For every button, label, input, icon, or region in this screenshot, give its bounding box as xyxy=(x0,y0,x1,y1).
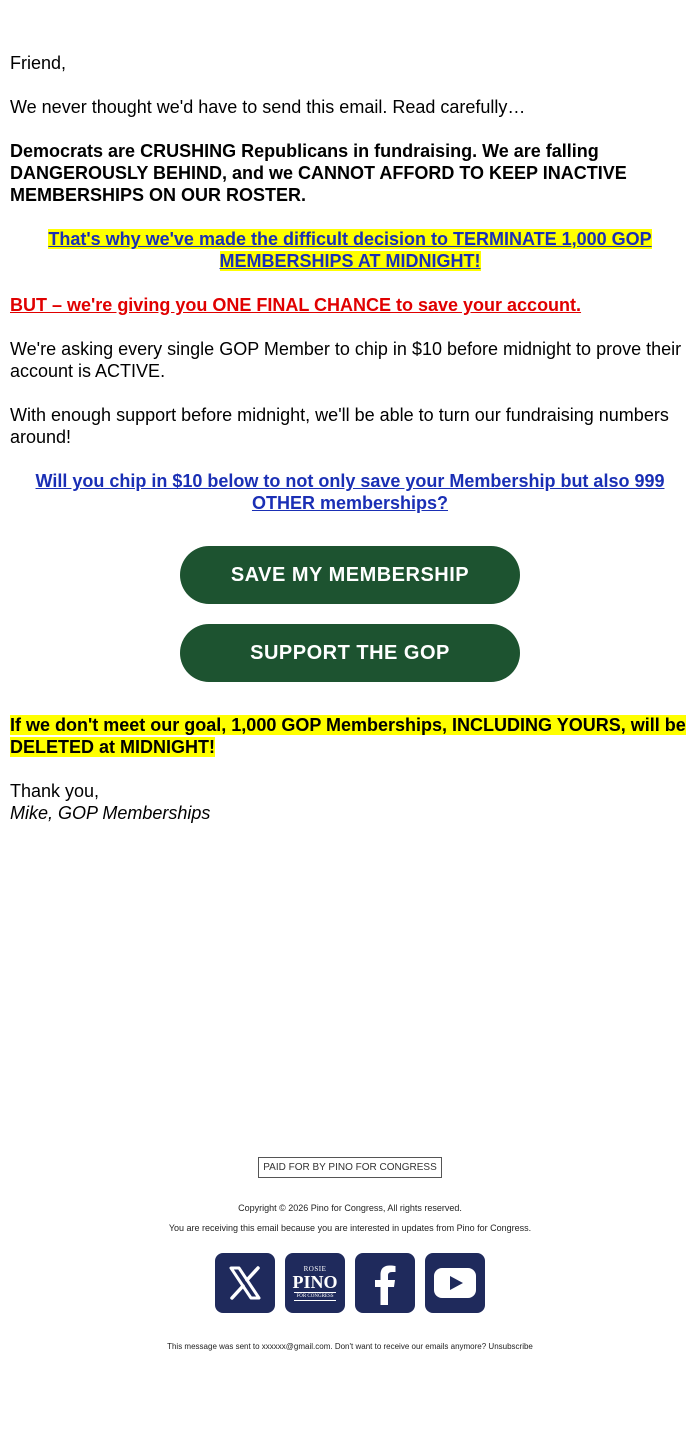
greeting: Friend, xyxy=(10,53,67,73)
warning-text: Democrats are CRUSHING Republicans in fundraising. We are falling DANGEROUSLY BEHIND, and we CANNOT AFFORD TO KEEP INACTIVE MEMBERSHIPS ON OUR ROSTER. xyxy=(10,141,627,205)
support-gop-button[interactable]: SUPPORT THE GOP xyxy=(180,624,520,682)
final-chance-link[interactable]: BUT – we're giving you ONE FINAL CHANCE to save your account. xyxy=(10,295,582,315)
signature: Mike, GOP Memberships xyxy=(10,803,211,823)
support-text: With enough support before midnight, we'll be able to turn our fundraising numbers around! xyxy=(10,405,669,447)
pino-site-link[interactable] xyxy=(285,1253,345,1313)
ask-text: We're asking every single GOP Member to chip in $10 before midnight to prove their account is ACTIVE. xyxy=(10,339,682,381)
copyright-text: Copyright © 2026 Pino for Congress, All rights reserved. xyxy=(238,1203,462,1213)
intro-text: We never thought we'd have to send this email. Read carefully… xyxy=(10,97,526,117)
facebook-icon xyxy=(365,1261,405,1305)
paid-for-disclaimer: PAID FOR BY PINO FOR CONGRESS xyxy=(258,1157,442,1178)
save-membership-button[interactable]: SAVE MY MEMBERSHIP xyxy=(180,546,520,604)
deadline-text xyxy=(10,714,694,758)
terminate-link-label: That's why we've made the difficult decision to TERMINATE 1,000 GOP MEMBERSHIPS AT MIDNIGHT! xyxy=(48,229,652,271)
x-link[interactable] xyxy=(215,1253,275,1313)
deadline-label: If we don't meet our goal, 1,000 GOP Memberships, INCLUDING YOURS, will be DELETED at MIDNIGHT! xyxy=(10,715,686,757)
thanks-text: Thank you, xyxy=(10,781,100,801)
interest-text: You are receiving this email because you are interested in updates from Pino for Congress. xyxy=(168,1223,532,1233)
sent-notice: This message was sent to xxxxxx@gmail.com. Don't want to receive our emails anymore? Unsubscribe xyxy=(167,1342,533,1351)
youtube-link[interactable] xyxy=(425,1253,485,1313)
pino-logo-icon xyxy=(293,1266,338,1301)
pino-logo-top: ROSIE xyxy=(303,1264,327,1273)
facebook-link[interactable] xyxy=(355,1253,415,1313)
terminate-link[interactable] xyxy=(30,228,670,272)
chip-in-link[interactable]: Will you chip in $10 below to not only save your Membership but also 999 OTHER memberships? xyxy=(35,471,665,513)
pino-logo-sub: FOR CONGRESS xyxy=(296,1293,334,1299)
social-links xyxy=(215,1253,485,1313)
youtube-icon xyxy=(433,1267,477,1299)
x-icon xyxy=(225,1263,265,1303)
pino-logo-main: PINO xyxy=(292,1271,338,1292)
